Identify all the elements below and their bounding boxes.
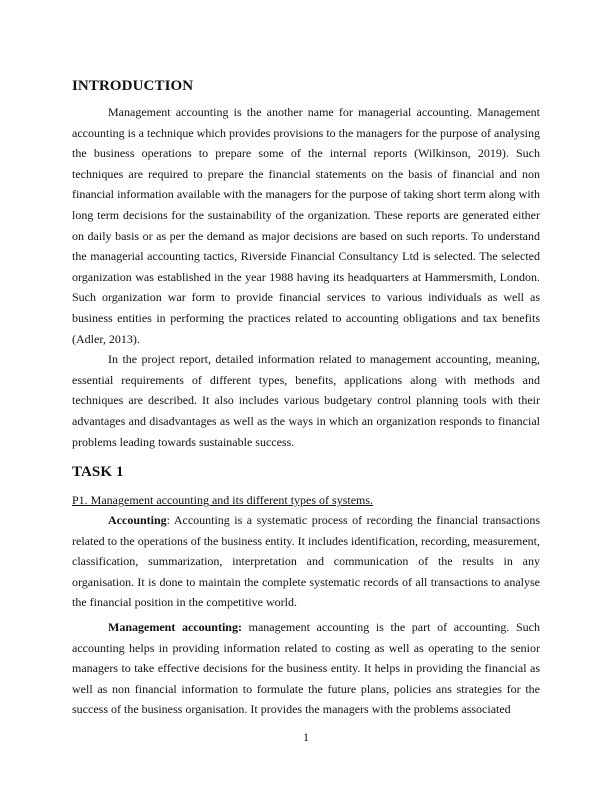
introduction-heading: INTRODUCTION (72, 78, 194, 94)
accounting-term: Accounting (108, 513, 167, 528)
accounting-paragraph (72, 510, 540, 613)
accounting-definition: : Accounting is a systematic process of recording the financial transactions related to the operations of the business entity. It includes identification, recording, measurement, classification, summarization, interpretation and communication of the results in any organisation. It is done to maintain the complete systematic records of all transactions to analyse the financial position in the competitive world. (72, 513, 540, 610)
introduction-paragraph-2: In the project report, detailed information related to management accounting, meaning, essential requirements of different types, benefits, applications along with methods and techniques are described. It also includes various budgetary control planning tools with their advantages and disadvantages as well as the ways in which an organization responds to financial problems leading towards sustainable success. (72, 352, 540, 449)
management-accounting-definition: management accounting is the part of accounting. Such accounting helps in providing information related to costing as well as operating to the senior managers to take effective decisions for the business entity. It helps in providing the financial as well as non financial information to formulate the future plans, policies ans strategies for the success of the business organisation. It provides the managers with the problems associated (72, 620, 540, 717)
task1-subheading: P1. Management accounting and its different types of systems. (72, 493, 374, 508)
management-accounting-term: Management accounting: (108, 620, 242, 635)
task1-heading: TASK 1 (72, 464, 124, 481)
management-accounting-paragraph (72, 617, 540, 720)
spacer (72, 452, 540, 458)
document-page (72, 76, 540, 720)
page-number: 1 (303, 730, 309, 744)
introduction-paragraph-1: Management accounting is the another name for managerial accounting. Management accounting is a technique which provides provisions to the managers for the purpose of analysing the business operations to prepare some of the internal reports (Wilkinson, 2019). Such techniques are required to prepare the financial statements on the basis of financial and non financial information available with the managers for the purpose of taking short term along with long term decisions for the sustainability of the organization. These reports are generated either on daily basis or as per the demand as major decisions are based on such reports. To understand the managerial accounting tactics, Riverside Financial Consultancy Ltd is selected. The selected organization was established in the year 1988 having its headquarters at Hammersmith, London. Such organization war form to provide financial services to various individuals as well as business entities in performing the practices related to accounting obligations and tax benefits (Adler, 2013). (72, 105, 540, 346)
